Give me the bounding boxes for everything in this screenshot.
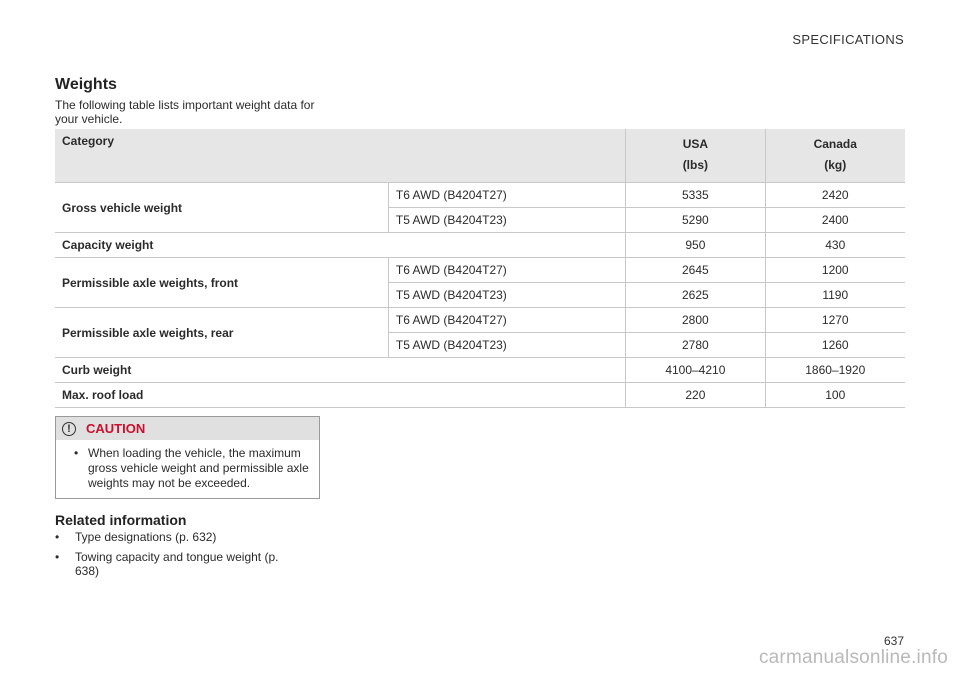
row-canada-value: 1260 (765, 333, 905, 358)
row-canada-value: 1860–1920 (765, 358, 905, 383)
bullet-icon: • (55, 550, 60, 564)
header-canada (765, 129, 905, 183)
row-usa-value: 950 (626, 233, 765, 258)
row-usa-value: 5335 (626, 183, 765, 208)
related-link-text[interactable]: Towing capacity and tongue weight (p. 638) (75, 550, 279, 578)
exclamation-circle-icon: ! (62, 422, 76, 436)
weights-table (55, 129, 905, 408)
row-usa-value: 2625 (626, 283, 765, 308)
table-row (55, 183, 905, 208)
caution-box (55, 416, 320, 499)
row-canada-value: 430 (765, 233, 905, 258)
section-header: SPECIFICATIONS (792, 32, 904, 47)
row-engine: T6 AWD (B4204T27) (388, 308, 625, 333)
row-canada-value: 1200 (765, 258, 905, 283)
row-category: Permissible axle weights, rear (55, 308, 388, 358)
caution-text: When loading the vehicle, the maximum gross vehicle weight and permissible axle weights may not be exceeded. (88, 446, 309, 490)
row-canada-value: 2400 (765, 208, 905, 233)
related-link[interactable] (55, 550, 295, 578)
row-canada-value: 1190 (765, 283, 905, 308)
caution-header (56, 417, 319, 440)
intro-text: The following table lists important weight data for your vehicle. (55, 98, 315, 126)
row-category: Gross vehicle weight (55, 183, 388, 233)
row-usa-value: 4100–4210 (626, 358, 765, 383)
row-usa-value: 2800 (626, 308, 765, 333)
header-canada-unit: (kg) (824, 158, 847, 172)
row-category: Capacity weight (55, 233, 626, 258)
row-usa-value: 2780 (626, 333, 765, 358)
row-category: Curb weight (55, 358, 626, 383)
table-row (55, 383, 905, 408)
table-row (55, 233, 905, 258)
row-canada-value: 2420 (765, 183, 905, 208)
row-engine: T6 AWD (B4204T27) (388, 183, 625, 208)
header-usa-label: USA (682, 137, 709, 151)
row-engine: T6 AWD (B4204T27) (388, 258, 625, 283)
row-canada-value: 100 (765, 383, 905, 408)
table-row (55, 258, 905, 283)
caution-title: CAUTION (86, 421, 146, 436)
row-usa-value: 2645 (626, 258, 765, 283)
caution-item (56, 440, 319, 491)
page-number: 637 (883, 634, 904, 648)
header-canada-label: Canada (813, 137, 857, 151)
table-header-row (55, 129, 905, 183)
row-engine: T5 AWD (B4204T23) (388, 283, 625, 308)
table-row (55, 358, 905, 383)
row-canada-value: 1270 (765, 308, 905, 333)
watermark: carmanualsonline.info (758, 647, 948, 668)
row-category: Permissible axle weights, front (55, 258, 388, 308)
bullet-icon: • (55, 530, 60, 544)
row-engine: T5 AWD (B4204T23) (388, 333, 625, 358)
row-usa-value: 220 (626, 383, 765, 408)
related-link[interactable] (55, 530, 295, 544)
related-list (55, 530, 295, 584)
bullet-icon: • (74, 446, 79, 460)
row-engine: T5 AWD (B4204T23) (388, 208, 625, 233)
related-title: Related information (55, 512, 187, 528)
page-title: Weights (55, 76, 117, 93)
header-usa (626, 129, 765, 183)
header-usa-unit: (lbs) (682, 158, 709, 172)
table-row (55, 308, 905, 333)
related-link-text[interactable]: Type designations (p. 632) (75, 530, 217, 544)
row-category: Max. roof load (55, 383, 626, 408)
row-usa-value: 5290 (626, 208, 765, 233)
header-category: Category (55, 129, 626, 183)
